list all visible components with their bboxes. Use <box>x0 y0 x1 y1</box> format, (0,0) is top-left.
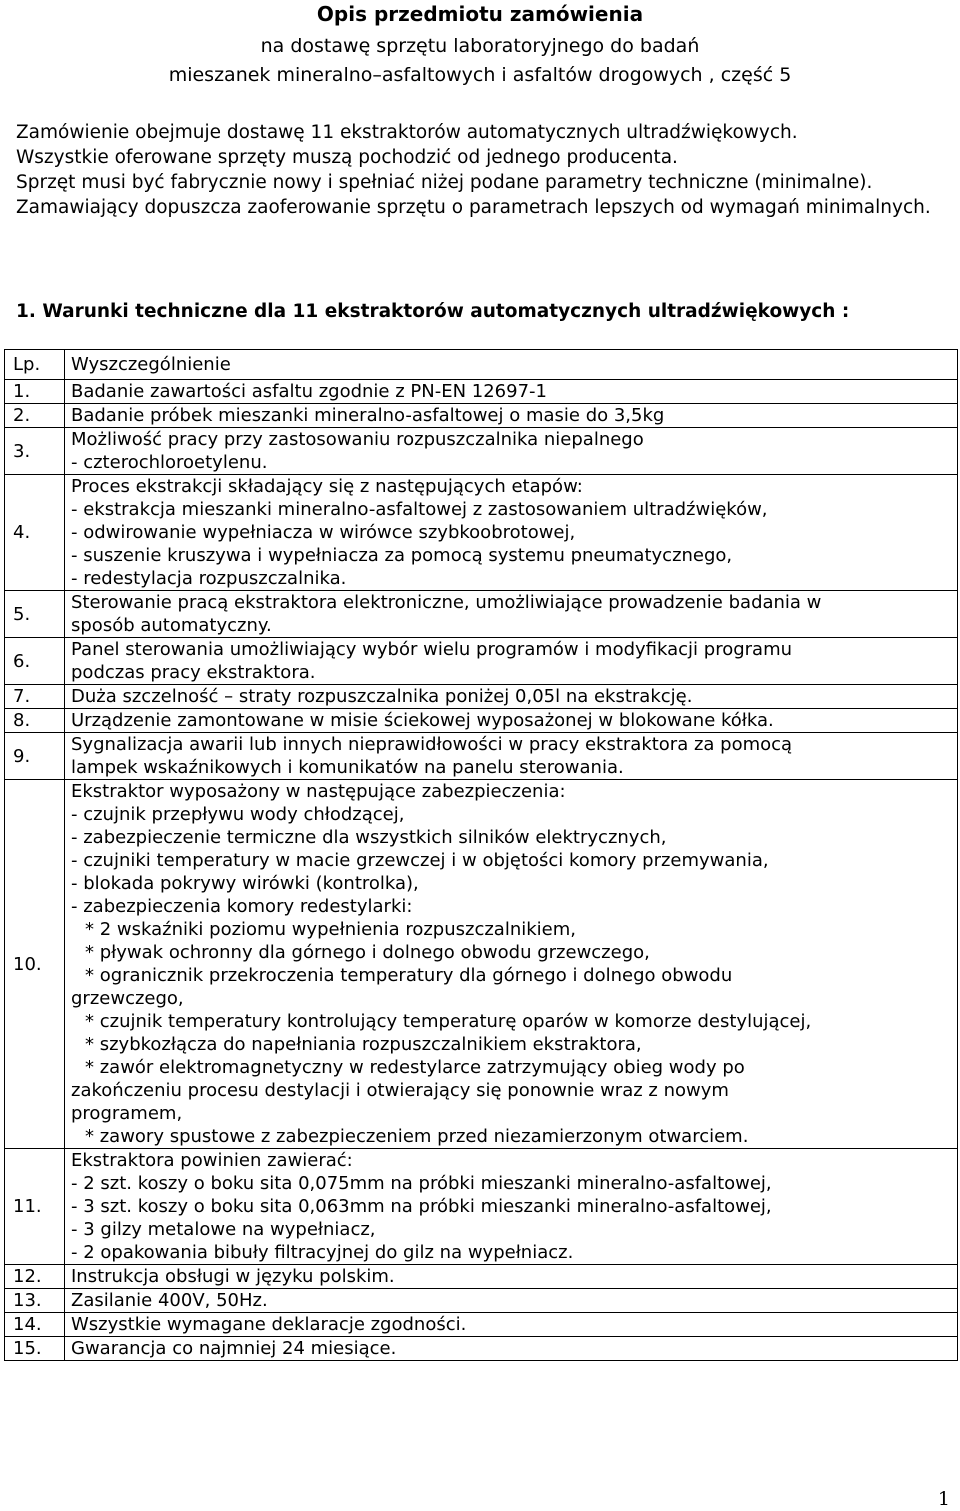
column-header-number: Lp. <box>5 350 65 380</box>
row-description <box>65 404 958 428</box>
table-row <box>5 591 958 638</box>
row-description-line: Sygnalizacja awarii lub innych nieprawidłowości w pracy ekstraktora za pomocą <box>71 734 793 755</box>
row-description <box>65 733 958 780</box>
row-description-line: - 2 szt. koszy o boku sita 0,075mm na próbki mieszanki mineralno-asfaltowej, <box>71 1173 772 1194</box>
row-description-line: Ekstraktora powinien zawierać: <box>71 1150 353 1171</box>
row-description-line: Instrukcja obsługi w języku polskim. <box>71 1266 395 1287</box>
table-row <box>5 380 958 404</box>
row-number: 5. <box>5 591 65 638</box>
row-description-line: Urządzenie zamontowane w misie ściekowej wyposażonej w blokowane kółka. <box>71 710 774 731</box>
table-header-row <box>5 350 958 380</box>
row-number: 13. <box>5 1289 65 1313</box>
row-number: 15. <box>5 1337 65 1361</box>
table-row <box>5 1337 958 1361</box>
row-number: 8. <box>5 709 65 733</box>
row-description-line: Badanie zawartości asfaltu zgodnie z PN-EN 12697-1 <box>71 381 547 402</box>
table-row <box>5 780 958 1149</box>
row-description-line: * czujnik temperatury kontrolujący temperaturę oparów w komorze destylującej, <box>85 1011 812 1032</box>
row-description-line: * zawory spustowe z zabezpieczeniem przed niezamierzonym otwarciem. <box>85 1126 749 1147</box>
row-description <box>65 685 958 709</box>
row-number: 3. <box>5 428 65 475</box>
row-description-line: * szybkozłącza do napełniania rozpuszczalnikiem ekstraktora, <box>85 1034 642 1055</box>
row-description-line: podczas pracy ekstraktora. <box>71 662 316 683</box>
row-number: 9. <box>5 733 65 780</box>
row-number: 4. <box>5 475 65 591</box>
table-row <box>5 428 958 475</box>
row-number: 1. <box>5 380 65 404</box>
row-number: 10. <box>5 780 65 1149</box>
table-body <box>5 380 958 1361</box>
row-number: 7. <box>5 685 65 709</box>
row-description-line: - 3 gilzy metalowe na wypełniacz, <box>71 1219 376 1240</box>
row-description <box>65 780 958 1149</box>
row-description-line: Panel sterowania umożliwiający wybór wielu programów i modyfikacji programu <box>71 639 793 660</box>
intro-paragraph-4: Zamawiający dopuszcza zaoferowanie sprzętu o parametrach lepszych od wymagań minimalnych. <box>16 197 931 218</box>
row-description-line: * pływak ochronny dla górnego i dolnego obwodu grzewczego, <box>85 942 650 963</box>
row-description-line: * zawór elektromagnetyczny w redestylarce zatrzymujący obieg wody po <box>85 1057 745 1078</box>
row-number: 2. <box>5 404 65 428</box>
column-header-description: Wyszczególnienie <box>65 350 958 380</box>
row-description-line: Zasilanie 400V, 50Hz. <box>71 1290 268 1311</box>
row-description-line: Proces ekstrakcji składający się z następujących etapów: <box>71 476 583 497</box>
row-description-line: - czujniki temperatury w macie grzewczej i w objętości komory przemywania, <box>71 850 769 871</box>
document-subtitle-line-1: na dostawę sprzętu laboratoryjnego do badań <box>260 35 700 57</box>
row-description-line: Badanie próbek mieszanki mineralno-asfaltowej o masie do 3,5kg <box>71 405 665 426</box>
row-description-line: - 2 opakowania bibuły filtracyjnej do gilz na wypełniacz. <box>71 1242 574 1263</box>
row-number: 11. <box>5 1149 65 1265</box>
row-description-line: - odwirowanie wypełniacza w wirówce szybkoobrotowej, <box>71 522 576 543</box>
row-description-line: Duża szczelność – straty rozpuszczalnika poniżej 0,05l na ekstrakcję. <box>71 686 693 707</box>
table-row <box>5 733 958 780</box>
row-number: 6. <box>5 638 65 685</box>
row-description <box>65 1149 958 1265</box>
table-row <box>5 1289 958 1313</box>
row-description <box>65 475 958 591</box>
intro-paragraph-3: Sprzęt musi być fabrycznie nowy i spełniać niżej podane parametry techniczne (minimalne). <box>16 172 873 193</box>
row-description-line: * ogranicznik przekroczenia temperatury dla górnego i dolnego obwodu <box>85 965 733 986</box>
row-description-line: grzewczego, <box>71 988 184 1009</box>
row-description <box>65 709 958 733</box>
row-description-line: - czujnik przepływu wody chłodzącej, <box>71 804 405 825</box>
row-description <box>65 1289 958 1313</box>
row-description-line: - czterochloroetylenu. <box>71 452 268 473</box>
row-number: 12. <box>5 1265 65 1289</box>
intro-paragraphs <box>16 120 954 220</box>
row-description-line: - suszenie kruszywa i wypełniacza za pomocą systemu pneumatycznego, <box>71 545 733 566</box>
row-description-line: - ekstrakcja mieszanki mineralno-asfaltowej z zastosowaniem ultradźwięków, <box>71 499 768 520</box>
table-row <box>5 1313 958 1337</box>
section-heading: 1. Warunki techniczne dla 11 ekstraktorów automatycznych ultradźwiękowych : <box>16 301 850 322</box>
table-row <box>5 685 958 709</box>
row-description-line: - 3 szt. koszy o boku sita 0,063mm na próbki mieszanki mineralno-asfaltowej, <box>71 1196 772 1217</box>
table-row <box>5 638 958 685</box>
row-description-line: - blokada pokrywy wirówki (kontrolka), <box>71 873 419 894</box>
row-description <box>65 380 958 404</box>
row-description <box>65 428 958 475</box>
document-title: Opis przedmiotu zamówienia <box>316 2 644 26</box>
row-description-line: * 2 wskaźniki poziomu wypełnienia rozpuszczalnikiem, <box>85 919 577 940</box>
specification-table <box>4 349 958 1361</box>
row-description-line: Sterowanie pracą ekstraktora elektroniczne, umożliwiające prowadzenie badania w <box>71 592 822 613</box>
intro-paragraph-2: Wszystkie oferowane sprzęty muszą pochodzić od jednego producenta. <box>16 147 678 168</box>
row-description-line: zakończeniu procesu destylacji i otwierający się ponownie wraz z nowym <box>71 1080 729 1101</box>
intro-paragraph-1: Zamówienie obejmuje dostawę 11 ekstraktorów automatycznych ultradźwiękowych. <box>16 122 798 143</box>
row-description-line: Możliwość pracy przy zastosowaniu rozpuszczalnika niepalnego <box>71 429 644 450</box>
row-description <box>65 1313 958 1337</box>
table-row <box>5 1149 958 1265</box>
row-description-line: Ekstraktor wyposażony w następujące zabezpieczenia: <box>71 781 566 802</box>
row-number: 14. <box>5 1313 65 1337</box>
row-description <box>65 638 958 685</box>
row-description <box>65 591 958 638</box>
row-description <box>65 1265 958 1289</box>
table-row <box>5 709 958 733</box>
document-subtitle-line-2: mieszanek mineralno–asfaltowych i asfaltów drogowych , część 5 <box>168 64 792 86</box>
table-row <box>5 404 958 428</box>
row-description-line: sposób automatyczny. <box>71 615 272 636</box>
table-row <box>5 475 958 591</box>
row-description <box>65 1337 958 1361</box>
table-row <box>5 1265 958 1289</box>
row-description-line: - zabezpieczenie termiczne dla wszystkich silników elektrycznych, <box>71 827 667 848</box>
row-description-line: Wszystkie wymagane deklaracje zgodności. <box>71 1314 467 1335</box>
row-description-line: programem, <box>71 1103 183 1124</box>
row-description-line: - redestylacja rozpuszczalnika. <box>71 568 347 589</box>
row-description-line: lampek wskaźnikowych i komunikatów na panelu sterowania. <box>71 757 624 778</box>
row-description-line: Gwarancja co najmniej 24 miesiące. <box>71 1338 397 1359</box>
page-number: 1 <box>937 1488 950 1510</box>
row-description-line: - zabezpieczenia komory redestylarki: <box>71 896 413 917</box>
